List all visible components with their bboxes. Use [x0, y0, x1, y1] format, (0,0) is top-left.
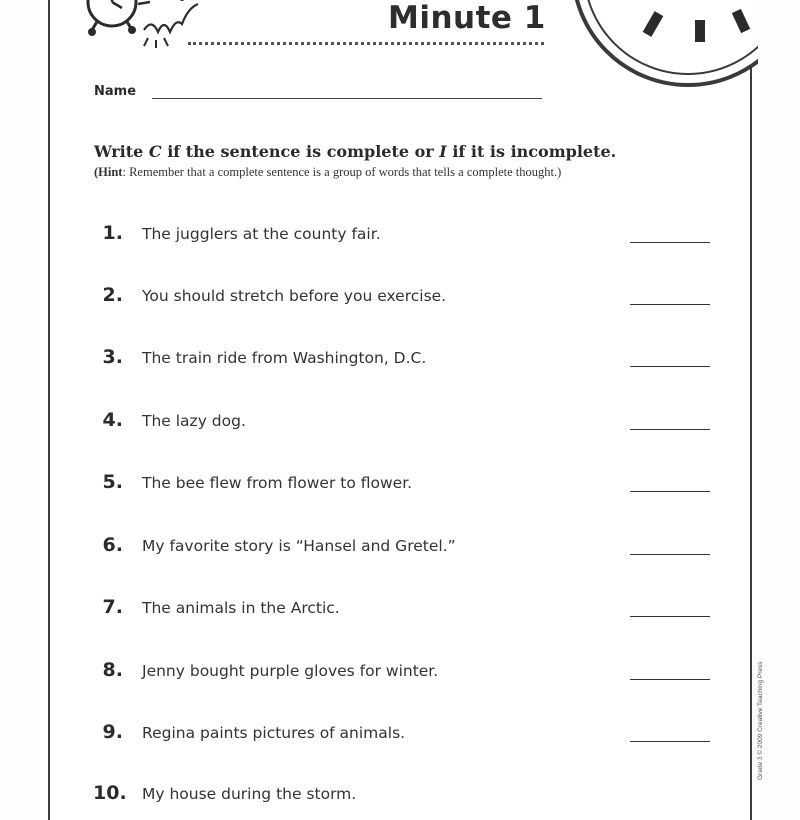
answer-blank[interactable]	[630, 616, 710, 617]
question-sentence: Regina paints pictures of animals.	[142, 724, 406, 742]
question-item	[0, 284, 760, 314]
answer-blank[interactable]	[630, 554, 710, 555]
directions-part: Write	[94, 142, 149, 161]
question-number: 9.	[102, 721, 123, 743]
answer-blank[interactable]	[630, 242, 710, 243]
question-item	[0, 409, 760, 439]
answer-blank[interactable]	[630, 366, 710, 367]
question-sentence: The train ride from Washington, D.C.	[142, 349, 427, 367]
question-sentence: My favorite story is “Hansel and Gretel.”	[142, 537, 456, 555]
question-item	[0, 222, 760, 252]
question-number: 2.	[102, 284, 123, 306]
question-item	[0, 659, 760, 689]
answer-blank[interactable]	[630, 304, 710, 305]
incomplete-letter: I	[439, 142, 447, 161]
hint-label: (Hint	[94, 165, 123, 179]
name-write-line[interactable]	[152, 98, 542, 99]
question-item	[0, 346, 760, 376]
name-label: Name	[94, 84, 137, 99]
question-item	[0, 782, 760, 812]
answer-blank[interactable]	[630, 429, 710, 430]
question-number: 3.	[102, 346, 123, 368]
question-number: 7.	[102, 596, 123, 618]
question-sentence: The jugglers at the county fair.	[142, 225, 381, 243]
question-number: 8.	[102, 659, 123, 681]
question-sentence: My house during the storm.	[142, 785, 357, 803]
complete-letter: C	[148, 142, 162, 161]
question-sentence: The lazy dog.	[142, 412, 246, 430]
question-sentence: The bee flew from flower to flower.	[142, 474, 413, 492]
answer-blank[interactable]	[630, 491, 710, 492]
question-number: 10.	[93, 782, 127, 804]
question-item	[0, 721, 760, 751]
question-number: 4.	[102, 409, 123, 431]
question-number: 5.	[102, 471, 123, 493]
page-title: Minute 1	[388, 0, 546, 36]
question-item	[0, 534, 760, 564]
question-number: 1.	[102, 222, 123, 244]
question-number: 6.	[102, 534, 123, 556]
directions-part: if it is incomplete.	[446, 142, 617, 161]
directions-part: if the sentence is complete or	[161, 142, 440, 161]
copyright-notice: Grade 3 © 2009 Creative Teaching Press	[757, 661, 764, 780]
alarm-clock-icon	[72, 0, 212, 60]
hint-body: : Remember that a complete sentence is a group of words that tells a complete thought.)	[122, 165, 562, 179]
question-sentence: The animals in the Arctic.	[142, 599, 340, 617]
question-sentence: Jenny bought purple gloves for winter.	[142, 662, 439, 680]
answer-blank[interactable]	[630, 679, 710, 680]
question-item	[0, 596, 760, 626]
title-dotted-rule	[188, 42, 544, 45]
answer-blank[interactable]	[630, 741, 710, 742]
hint-text	[94, 165, 561, 180]
directions-text	[94, 142, 616, 161]
clock-face-icon	[568, 0, 758, 90]
question-item	[0, 471, 760, 501]
question-sentence: You should stretch before you exercise.	[142, 287, 447, 305]
